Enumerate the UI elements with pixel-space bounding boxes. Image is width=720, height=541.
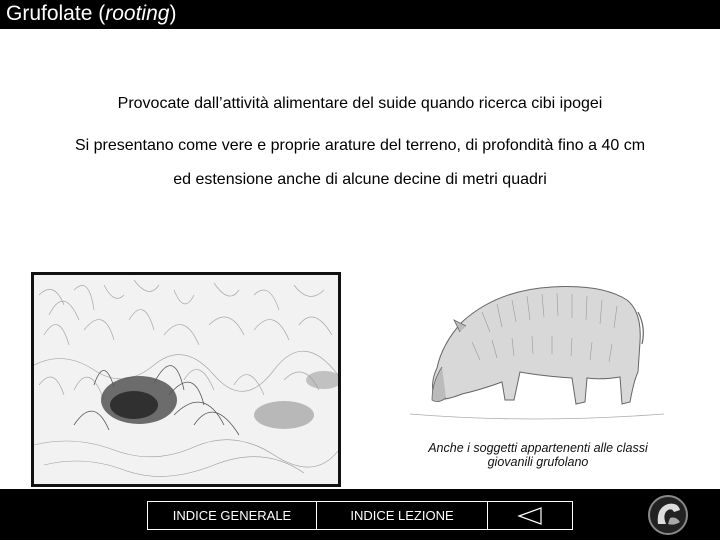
lesson-index-button[interactable]: INDICE LEZIONE	[316, 501, 488, 530]
boar-sketch-image	[402, 272, 672, 437]
back-triangle-icon	[517, 506, 543, 526]
image-caption	[400, 441, 676, 469]
title-text: Grufolate (	[6, 2, 106, 25]
logo-icon	[646, 494, 690, 536]
body-line-3: ed estensione anche di alcune decine di metri quadri	[173, 171, 547, 188]
rooting-sketch-image	[31, 272, 341, 487]
page-title	[6, 2, 176, 26]
logo[interactable]	[646, 494, 690, 536]
wild-boar-sketch	[402, 272, 672, 437]
rooting-sketch	[34, 275, 338, 484]
caption-line-1: Anche i soggetti appartenenti alle classi	[428, 441, 648, 455]
general-index-button[interactable]: INDICE GENERALE	[147, 501, 317, 530]
title-bar	[0, 0, 720, 29]
body-line-2: Si presentano come vere e proprie arature del terreno, di profondità fino a 40 cm	[74, 137, 646, 154]
body-line-1: Provocate dall’attività alimentare del suide quando ricerca cibi ipogei	[117, 95, 603, 112]
back-button[interactable]	[487, 501, 573, 530]
title-close: )	[169, 2, 177, 25]
caption-line-2: giovanili grufolano	[487, 455, 589, 469]
title-italic: rooting	[105, 2, 170, 25]
